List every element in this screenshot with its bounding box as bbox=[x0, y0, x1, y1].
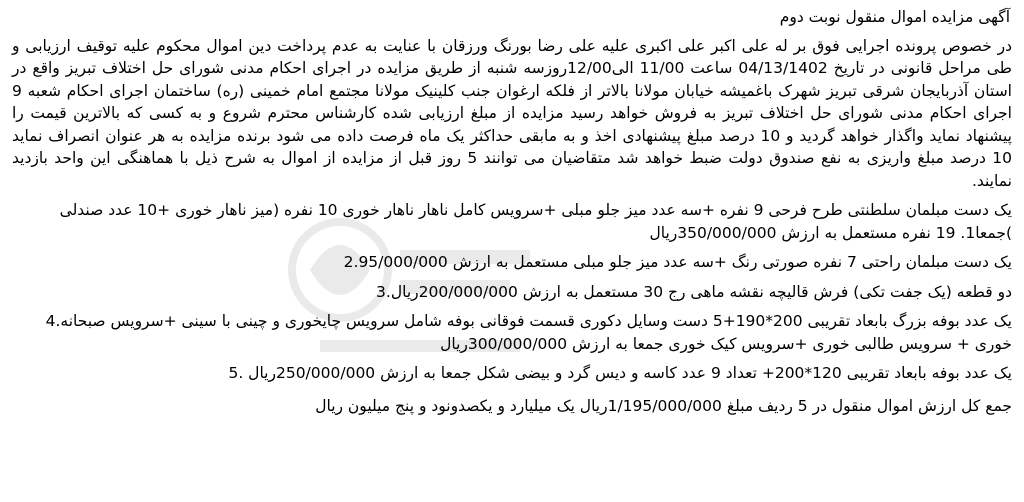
item-2: یک دست مبلمان راحتی 7 نفره صورتی رنگ +سه عدد میز جلو مبلی مستعمل به ارزش 2.95/000/000 bbox=[343, 253, 1012, 271]
item-1: یک دست مبلمان سلطنتی طرح فرحی 9 نفره +سه عدد میز جلو مبلی +سرویس کامل ناهار ناهار خوری 10 نفره (میز ناهار خوری +10 عدد صندلی )جمعا1. 19 نفره مستعمل به ارزش 350/000/000ریال bbox=[59, 201, 1012, 242]
item-4: یک عدد بوفه بزرگ بابعاد تقریبی 200*190+5 دست وسایل دکوری قسمت فوقانی بوفه شامل سرویس چایخوری و چینی با سینی +سرویس صبحانه.4 خوری + سرویس طالبی خوری +سرویس کیک خوری جمعا به ارزش 300/000/000ریال bbox=[45, 312, 1012, 353]
item-3: دو قطعه (یک جفت تکی) فرش قالیچه نقشه ماهی رج 30 مستعمل به ارزش 200/000/000ریال.3 bbox=[376, 282, 1012, 301]
grand-total: جمع کل ارزش اموال منقول در 5 ردیف مبلغ 1/195/000/000ریال یک میلیارد و یکصدونود و پنج میلیون ریال bbox=[315, 396, 1012, 415]
notice-intro: در خصوص پرونده اجرایی فوق بر له علی اکبر علی اکبری علیه علی رضا بورنگ ورزقان با عنایت به عدم پرداخت دین اموال محکوم علیه توقیف ارزیابی و طی مراحل قانونی در تاریخ 04/13/1402 ساعت 11/00 الی12/00روزسه شنبه از طریق مزایده در اجرای احکام مدنی شورای حل اختلاف تبریز واقع در استان آذربایجان شرقی تبریز شهرک باغمیشه خیابان مولانا بالاتر از فلکه ارغوان جنب کلینیک مولانا مجتمع امام خمینی (ره) ساختمان اجرای احکام شعبه 9 اجرای احکام مدنی شورای حل اختلاف تبریز به فروش خواهد رسید مزایده از مبلغ ارزیابی شده کارشناس محترم شروع و به کسی که بالاترین قیمت را پیشنهاد نماید واگذار خواهد گردید و 10 درصد مبلغ پیشنهادی اخذ و به مابقی حداکثر یک ماه فرصت داده می شود برنده مزایده به هر عنوان انصراف نماید 10 درصد مبلغ واریزی به نفع صندوق دولت ضبط خواهد شد متقاضیان می توانند 5 روز قبل از مزایده از اموال به شرح ذیل با هماهنگی این واحد بازدید نمایند. bbox=[12, 36, 1012, 190]
notice-title: آگهی مزایده اموال منقول نوبت دوم bbox=[779, 8, 1010, 26]
item-5: یک عدد بوفه بابعاد تقریبی 120*200+ تعداد 9 عدد کاسه و دیس گرد و بیضی شکل جمعا به ارزش 250/000/000ریال .5 bbox=[228, 364, 1012, 382]
